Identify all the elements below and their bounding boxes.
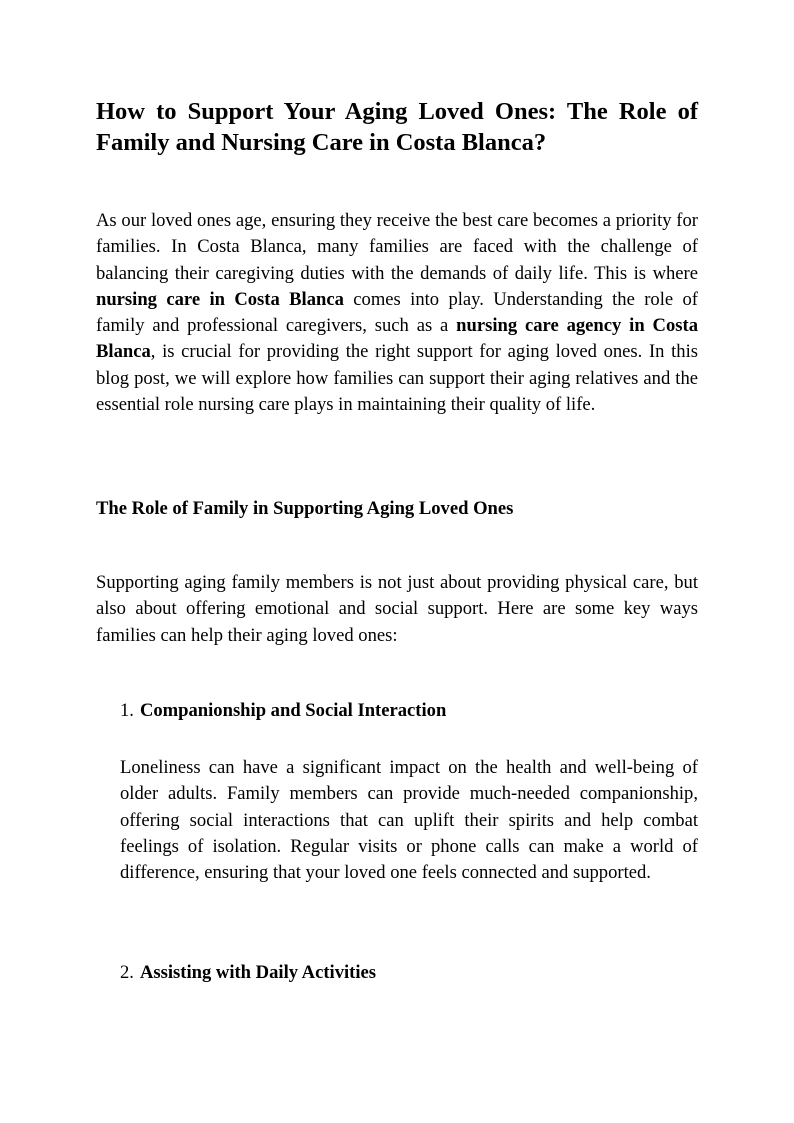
section-heading: The Role of Family in Supporting Aging Loved Ones <box>96 498 514 519</box>
intro-text-1: As our loved ones age, ensuring they receive the best care becomes a priority for families. In Costa Blanca, many families are faced with the challenge of balancing their caregiving duties with the demands of daily life. This is where <box>96 210 698 284</box>
list-item-number: 1. <box>120 700 134 721</box>
list-item <box>120 960 376 986</box>
page-title: How to Support Your Aging Loved Ones: The Role of Family and Nursing Care in Costa Blanca? <box>96 98 698 156</box>
section-intro-paragraph: Supporting aging family members is not just about providing physical care, but also about offering emotional and social support. Here are some key ways families can help their aging loved ones: <box>96 572 698 646</box>
intro-text-2: comes into play. Understanding the role of family and professional caregivers, such as a <box>96 288 698 337</box>
intro-text-3: , is crucial for providing the right support for aging loved ones. In this blog post, we will explore how families can support their aging relatives and the essential role nursing care plays in maintaining their quality of life. <box>96 341 698 416</box>
list-item <box>120 698 446 724</box>
intro-bold-nursing-agency: nursing care agency in Costa Blanca <box>96 315 699 363</box>
list-item-body: Loneliness can have a significant impact on the health and well-being of older adults. Family members can provide much-needed companionship, offering social interactions that can uplift their spirits and help combat feelings of isolation. Regular visits or phone calls can make a world of difference, ensuring that your loved one feels connected and supported. <box>120 757 698 884</box>
list-item-number: 2. <box>120 962 134 983</box>
list-item-label: Assisting with Daily Activities <box>139 962 376 983</box>
intro-paragraph <box>96 208 698 418</box>
intro-bold-nursing-care: nursing care in Costa Blanca <box>96 288 344 310</box>
list-item-label: Companionship and Social Interaction <box>139 700 447 721</box>
